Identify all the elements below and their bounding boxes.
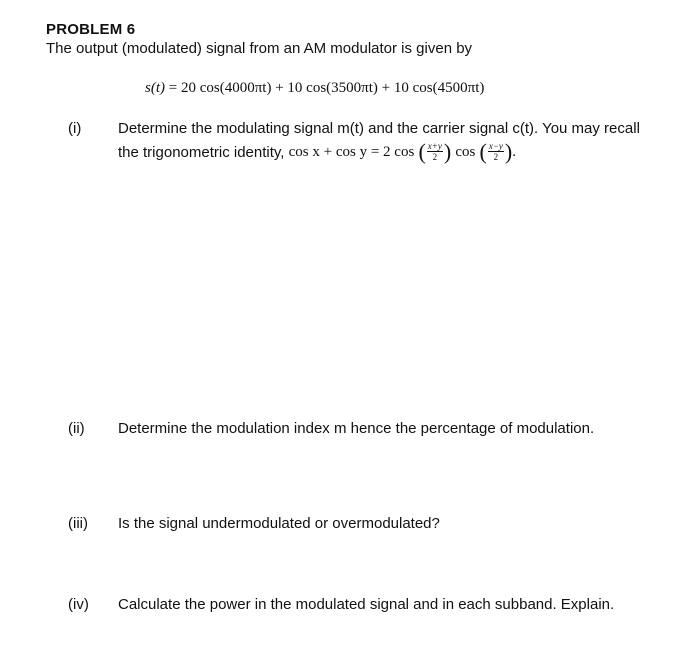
identity-mid: cos <box>455 143 476 160</box>
question-iv-text: Calculate the power in the modulated signal and in each subband. Explain. <box>118 596 615 613</box>
identity-fraction-1 <box>427 142 443 162</box>
question-number-iii: (iii) <box>68 515 88 532</box>
question-i-line2 <box>118 139 516 164</box>
fraction-2-denominator: 2 <box>493 152 499 162</box>
equation-plus-2: + <box>381 80 391 96</box>
question-iii-text: Is the signal undermodulated or overmodulated? <box>118 515 440 532</box>
equation-equals: = <box>168 80 178 96</box>
question-number-ii: (ii) <box>68 420 85 437</box>
fraction-2-numerator: x−y <box>488 141 503 151</box>
equation-term-1: 20 cos(4000πt) <box>180 80 272 96</box>
problem-intro: The output (modulated) signal from an AM modulator is given by <box>46 40 473 57</box>
fraction-1-numerator: x+y <box>427 141 442 151</box>
question-number-iv: (iv) <box>68 596 89 613</box>
equation-lhs: s(t) <box>145 80 165 96</box>
identity-lhs: cos x + cos y = 2 cos <box>288 143 415 160</box>
equation-term-2: 10 cos(3500πt) <box>287 80 378 96</box>
signal-equation <box>145 80 484 97</box>
identity-paren-open-1: ( <box>418 139 426 164</box>
fraction-1-denominator: 2 <box>432 152 438 162</box>
identity-paren-close-2: ) <box>504 139 513 164</box>
identity-fraction-2 <box>488 142 504 162</box>
question-number-i: (i) <box>68 120 82 137</box>
identity-paren-close-1: ) <box>443 139 452 164</box>
question-i-line2-prefix: the trigonometric identity, <box>118 143 285 161</box>
identity-paren-open-2: ( <box>479 139 487 164</box>
equation-term-3: 10 cos(4500πt) <box>393 80 485 96</box>
identity-end: . <box>512 143 516 160</box>
problem-title: PROBLEM 6 <box>46 21 136 38</box>
question-i-line1: Determine the modulating signal m(t) and the carrier signal c(t). You may recall <box>118 120 640 137</box>
equation-plus-1: + <box>275 80 284 96</box>
question-ii-text: Determine the modulation index m hence the percentage of modulation. <box>118 420 595 437</box>
